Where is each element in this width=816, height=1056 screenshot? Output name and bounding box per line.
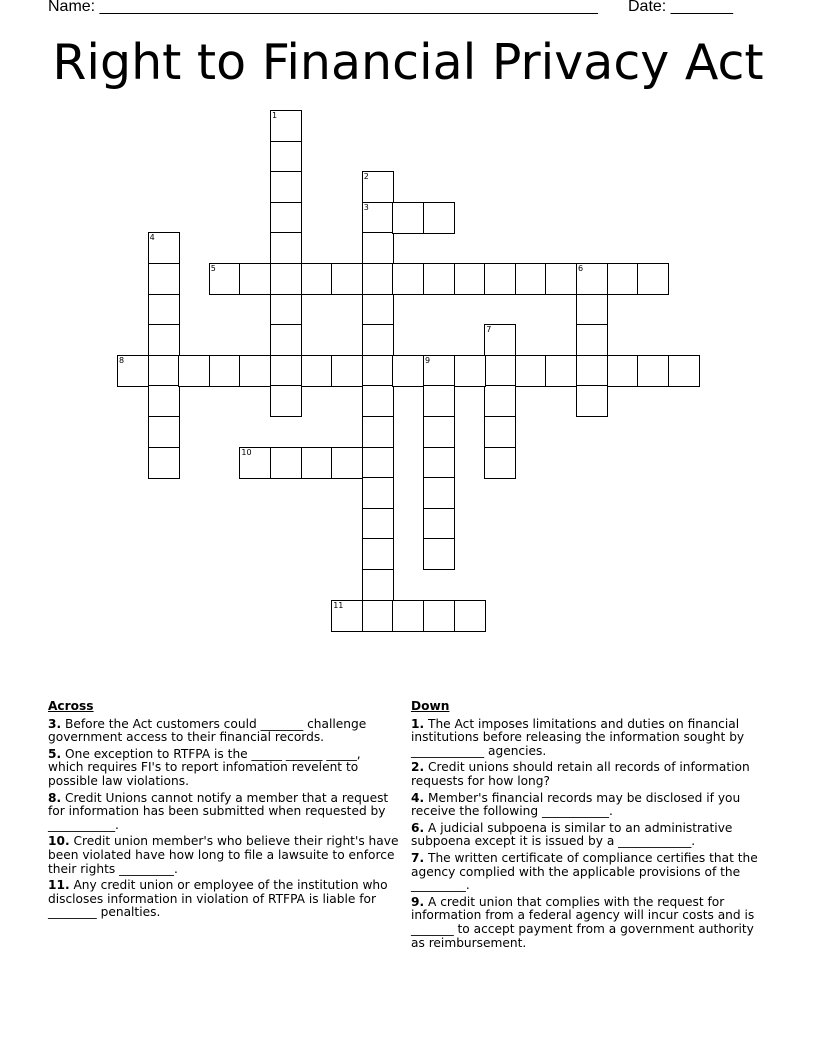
cell-number: 8 (119, 355, 125, 365)
grid-cell[interactable] (270, 202, 302, 234)
grid-cell[interactable] (148, 232, 180, 264)
grid-cell[interactable] (362, 355, 394, 387)
cell-number: 10 (241, 447, 252, 457)
grid-cell[interactable] (239, 447, 271, 479)
grid-cell[interactable] (209, 263, 241, 295)
grid-cell[interactable] (423, 385, 455, 417)
grid-cell[interactable] (576, 294, 608, 326)
grid-cell[interactable] (423, 416, 455, 448)
clue-number: 1. (411, 716, 425, 731)
grid-cell[interactable] (576, 355, 608, 387)
grid-cell[interactable] (148, 447, 180, 479)
grid-cell[interactable] (331, 263, 363, 295)
name-field-label[interactable]: Name: ________________________________________________________ (48, 0, 598, 15)
cell-number: 2 (363, 172, 369, 182)
grid-cell[interactable] (362, 477, 394, 509)
grid-cell[interactable] (148, 324, 180, 356)
clue-down-7 (411, 852, 763, 893)
grid-cell[interactable] (148, 416, 180, 448)
grid-cell[interactable] (454, 263, 486, 295)
grid-cell[interactable] (484, 324, 516, 356)
clue-number: 2. (411, 760, 425, 775)
grid-cell[interactable] (392, 202, 424, 234)
grid-cell[interactable] (484, 385, 516, 417)
clue-down-9 (411, 896, 763, 950)
clue-text: Before the Act customers could _______ challenge government access to their financial records. (48, 716, 367, 745)
grid-cell[interactable] (331, 355, 363, 387)
grid-cell[interactable] (423, 263, 455, 295)
cell-number: 6 (578, 264, 584, 273)
clue-number: 10. (48, 834, 70, 849)
grid-cell[interactable] (301, 355, 333, 387)
grid-cell[interactable] (423, 538, 455, 570)
grid-cell[interactable] (484, 416, 516, 448)
grid-cell[interactable] (239, 263, 271, 295)
grid-cell[interactable] (423, 202, 455, 234)
grid-cell[interactable] (362, 324, 394, 356)
grid-cell[interactable] (270, 385, 302, 417)
cell-number: 5 (210, 264, 216, 273)
clue-number: 8. (48, 790, 62, 805)
grid-cell[interactable] (270, 110, 302, 142)
clue-text: A credit union that complies with the request for information from a federal agency will incur costs and is _______ to accept payment from a government authority as reimbursement. (411, 894, 755, 950)
grid-cell[interactable] (576, 324, 608, 356)
grid-cell[interactable] (392, 263, 424, 295)
grid-cell[interactable] (301, 263, 333, 295)
grid-cell[interactable] (148, 294, 180, 326)
grid-cell[interactable] (148, 355, 180, 387)
clue-across-10 (48, 835, 400, 876)
grid-cell[interactable] (331, 447, 363, 479)
grid-cell[interactable] (454, 600, 486, 632)
grid-cell[interactable] (637, 355, 669, 387)
clue-number: 3. (48, 716, 62, 731)
grid-cell[interactable] (362, 202, 394, 234)
grid-cell[interactable] (362, 294, 394, 326)
clue-number: 7. (411, 850, 425, 865)
grid-cell[interactable] (270, 232, 302, 264)
grid-cell[interactable] (209, 355, 241, 387)
grid-cell[interactable] (576, 385, 608, 417)
grid-cell[interactable] (148, 263, 180, 295)
clue-text: Any credit union or employee of the institution who discloses information in violation of RTFPA is liable for ________ penalties. (48, 878, 388, 920)
across-clues (48, 700, 400, 923)
cell-number: 9 (425, 355, 431, 365)
clue-text: Member's financial records may be disclosed if you receive the following ___________. (411, 790, 741, 819)
grid-cell[interactable] (423, 447, 455, 479)
grid-cell[interactable] (270, 141, 302, 173)
grid-cell[interactable] (362, 447, 394, 479)
grid-cell[interactable] (545, 263, 577, 295)
grid-cell[interactable] (362, 232, 394, 264)
grid-cell[interactable] (239, 355, 271, 387)
grid-cell[interactable] (392, 355, 424, 387)
grid-cell[interactable] (515, 263, 547, 295)
clue-number: 11. (48, 878, 70, 893)
grid-cell[interactable] (607, 263, 639, 295)
grid-cell[interactable] (637, 263, 669, 295)
grid-cell[interactable] (362, 538, 394, 570)
clue-across-3 (48, 718, 400, 745)
clue-number: 4. (411, 790, 425, 805)
cell-number: 3 (363, 202, 369, 212)
grid-cell[interactable] (484, 355, 516, 387)
grid-cell[interactable] (423, 600, 455, 632)
grid-cell[interactable] (270, 324, 302, 356)
clue-text: A judicial subpoena is similar to an administrative subpoena except it is issued by a ____________. (411, 820, 733, 849)
grid-cell[interactable] (668, 355, 700, 387)
grid-cell[interactable] (270, 355, 302, 387)
grid-cell[interactable] (270, 171, 302, 203)
cell-number: 11 (333, 600, 344, 610)
grid-cell[interactable] (362, 263, 394, 295)
clue-number: 6. (411, 820, 425, 835)
clue-across-11 (48, 879, 400, 920)
clue-down-6 (411, 822, 763, 849)
clue-number: 5. (48, 746, 62, 761)
grid-cell[interactable] (484, 447, 516, 479)
clue-down-1 (411, 718, 763, 759)
grid-cell[interactable] (362, 600, 394, 632)
grid-cell[interactable] (576, 263, 608, 295)
cell-number: 7 (486, 325, 492, 335)
grid-cell[interactable] (484, 263, 516, 295)
clue-text: The written certificate of compliance certifies that the agency complied with the applicable provisions of the _________. (411, 850, 758, 893)
clue-text: The Act imposes limitations and duties on financial institutions before releasing the information sought by ____________ agencies. (411, 716, 745, 758)
clue-across-8 (48, 792, 400, 833)
grid-cell[interactable] (148, 385, 180, 417)
down-heading: Down (411, 699, 450, 713)
grid-cell[interactable] (270, 263, 302, 295)
clue-down-4 (411, 792, 763, 819)
grid-cell[interactable] (331, 600, 363, 632)
cell-number: 4 (149, 233, 155, 243)
grid-cell[interactable] (545, 355, 577, 387)
grid-cell[interactable] (270, 294, 302, 326)
grid-cell[interactable] (117, 355, 149, 387)
clue-across-5 (48, 748, 400, 789)
grid-cell[interactable] (607, 355, 639, 387)
clue-down-2 (411, 761, 763, 788)
clue-number: 9. (411, 894, 425, 909)
grid-cell[interactable] (362, 416, 394, 448)
grid-cell[interactable] (301, 447, 333, 479)
grid-cell[interactable] (178, 355, 210, 387)
clue-text: Credit union member's who believe their right's have been violated have how long to file a lawsuite to enforce their rights _________. (48, 834, 399, 876)
puzzle-title: Right to Financial Privacy Act (52, 34, 764, 91)
down-clues (411, 700, 763, 953)
grid-cell[interactable] (423, 508, 455, 540)
grid-cell[interactable] (392, 600, 424, 632)
grid-cell[interactable] (362, 508, 394, 540)
clue-text: Credit unions should retain all records of information requests for how long? (411, 760, 750, 788)
clue-text: One exception to RTFPA is the _____ ______ _____, which requires FI's to report infomation revelent to possible law violations. (48, 746, 361, 788)
clue-text: Credit Unions cannot notify a member that a request for information has been submitted when requested by ___________. (48, 790, 389, 832)
across-heading: Across (48, 699, 94, 713)
grid-cell[interactable] (270, 447, 302, 479)
grid-cell[interactable] (454, 355, 486, 387)
grid-cell[interactable] (423, 355, 455, 387)
grid-cell[interactable] (515, 355, 547, 387)
grid-cell[interactable] (362, 569, 394, 601)
date-field-label[interactable]: Date: _______ (628, 0, 733, 15)
grid-cell[interactable] (362, 385, 394, 417)
grid-cell[interactable] (362, 171, 394, 203)
grid-cell[interactable] (423, 477, 455, 509)
cell-number: 1 (272, 111, 278, 120)
